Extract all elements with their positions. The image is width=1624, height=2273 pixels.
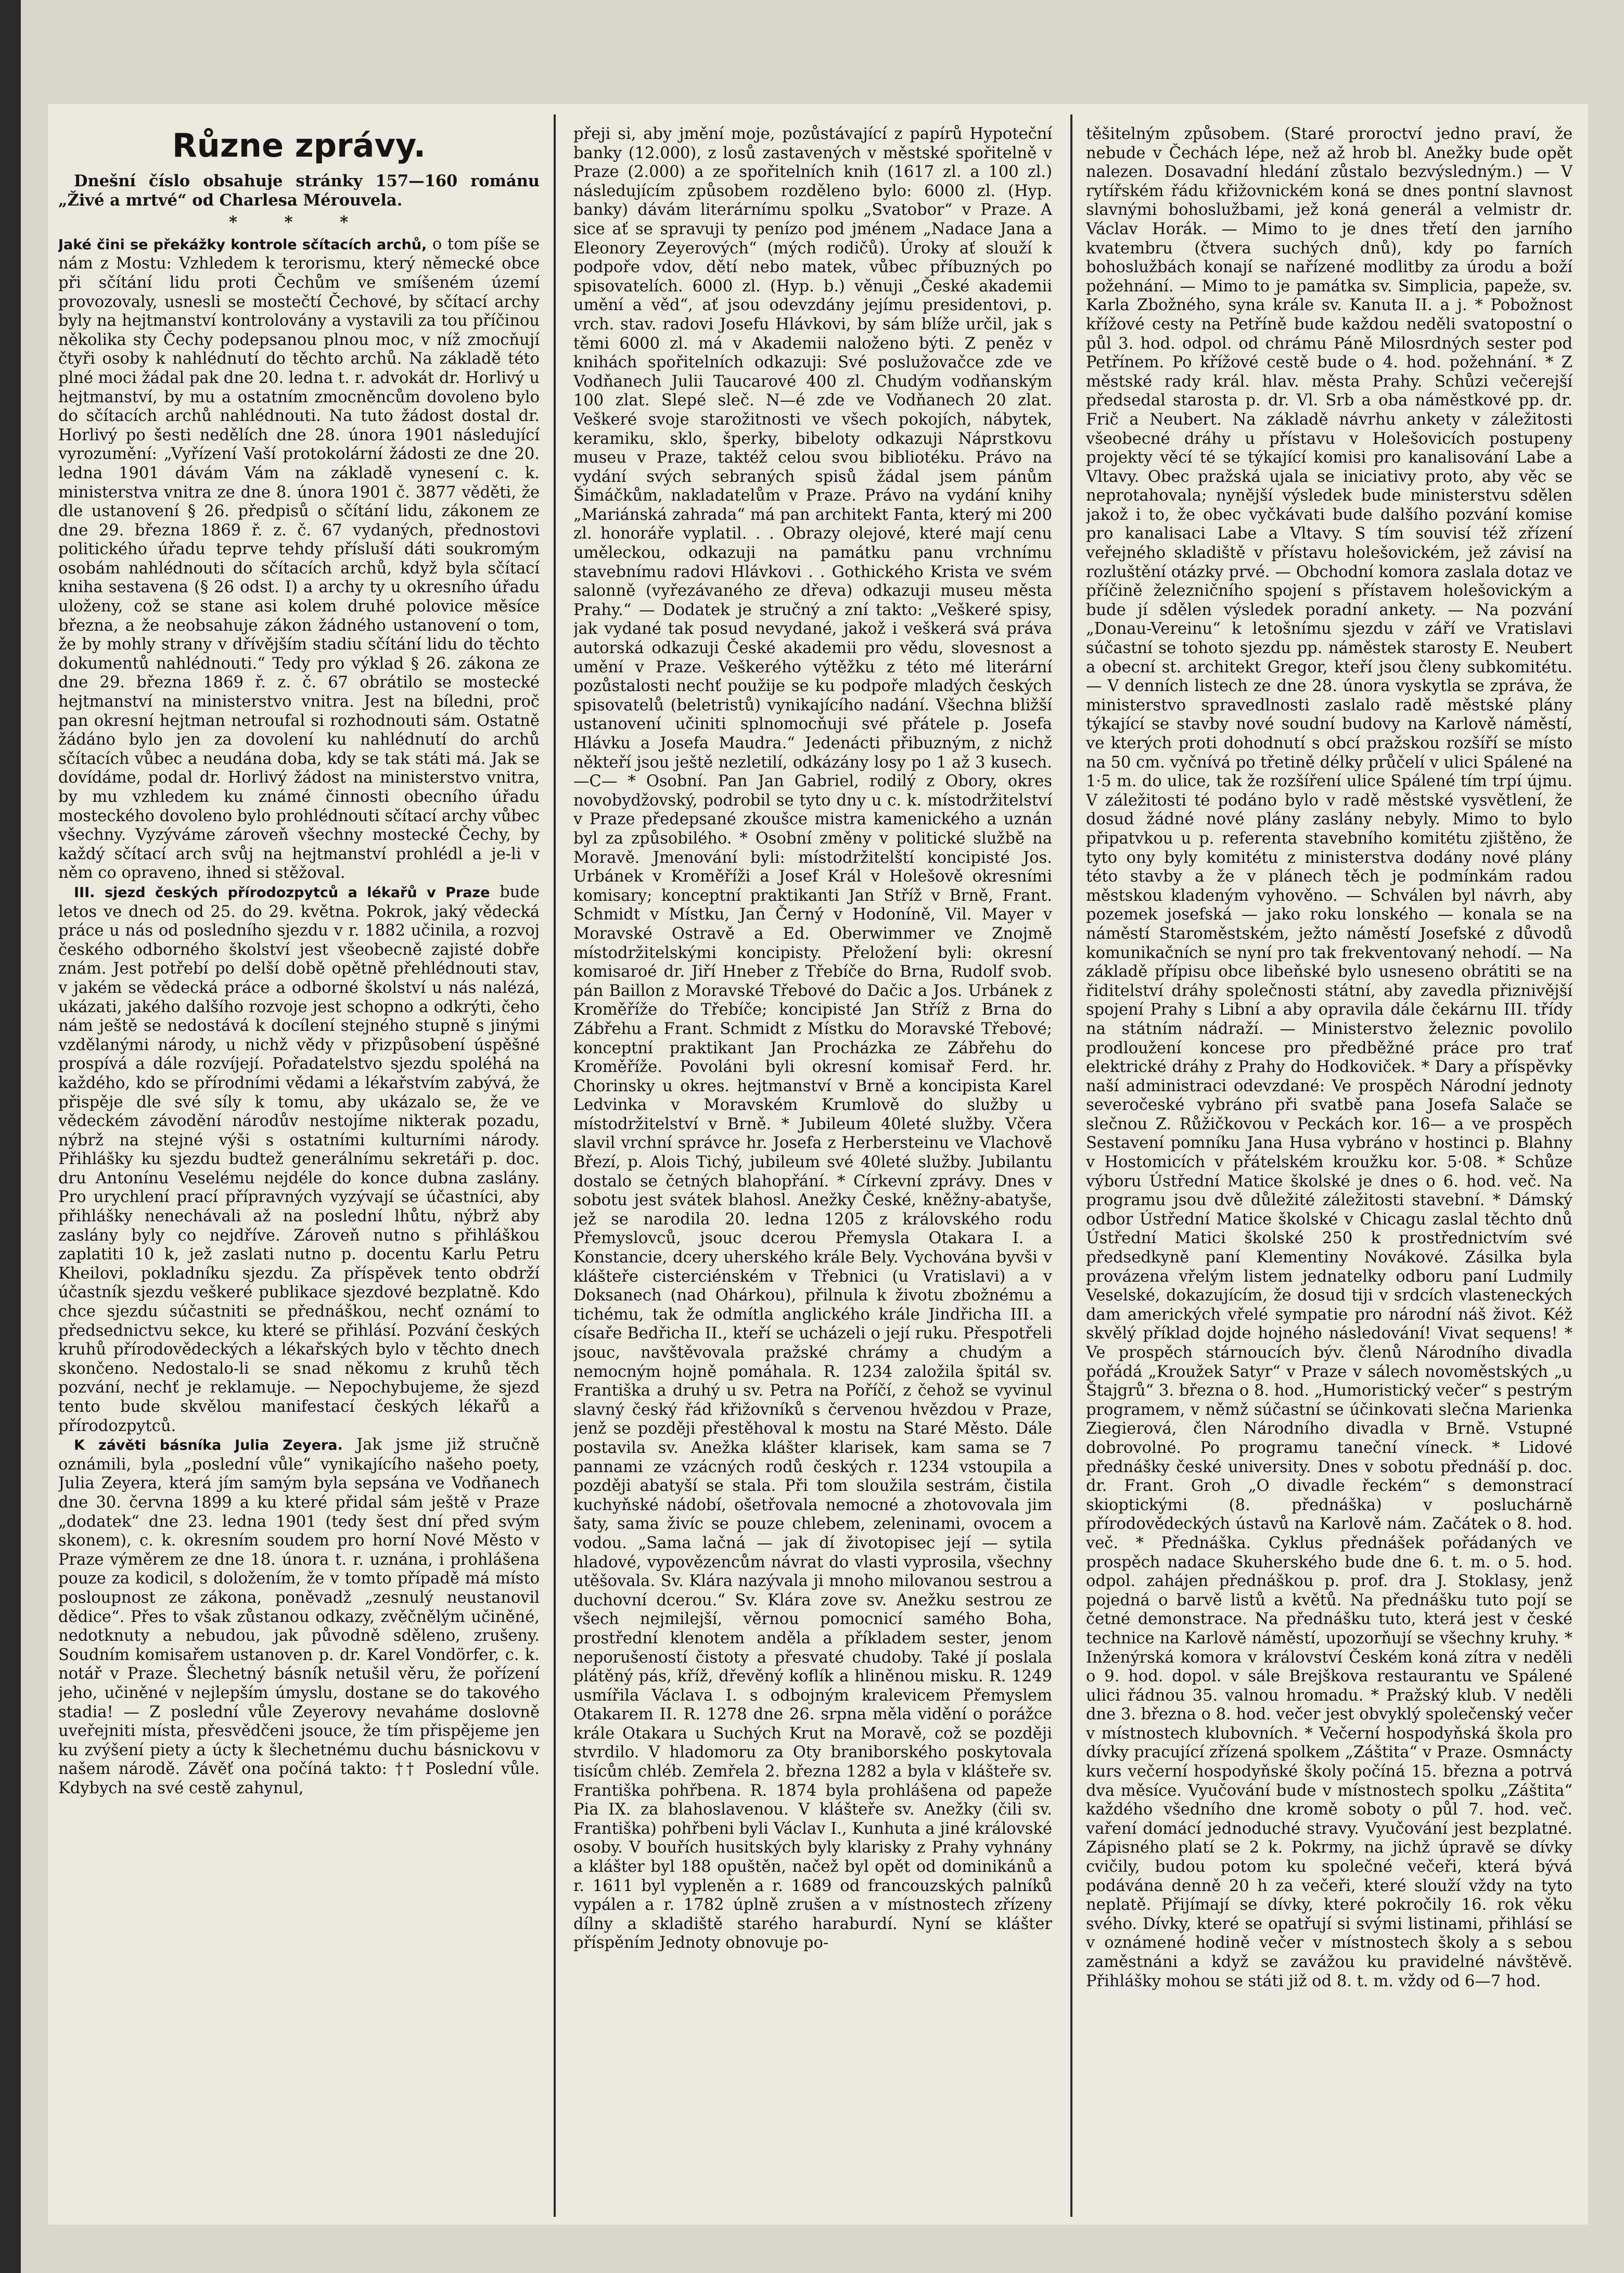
column-rule	[1070, 114, 1072, 2217]
article	[58, 1436, 540, 1798]
article	[58, 235, 540, 883]
column-3	[1086, 125, 1572, 2209]
scan-edge	[0, 0, 21, 2273]
section-title: Různe zprávy.	[172, 126, 426, 164]
column-2	[573, 125, 1052, 2209]
article	[58, 883, 540, 1436]
article-heading: K závěti básníka Julia Zeyera.	[74, 1437, 343, 1454]
newspaper-page	[48, 104, 1588, 2225]
article-heading: III. sjezd českých přírodozpytců a lékařů v Praze	[74, 884, 490, 901]
column-text: přeji si, aby jmění moje, pozůstávající z papírů Hypoteční banky (12.000), z losů zastavených v městské spořitelně v Praze (2.000) a ze spořitelních knih (1617 zl. a 100 zl.) následujícím způsobem rozděleno bylo: 6000 zl. (Hyp. banky) dávám literárnímu spolku „Svatobor“ v Praze. A sice ať se spravuji ty penízo pod jménem „Nadace Jana a Eleonory Zeyerových“ (mých rodičů). Úroky ať slouží k podpoře vdov, dětí nebo matek, vůbec příbuzných po spisovatelích. 6000 zl. (Hyp. b.) věnuji „České akademii umění a věd“, ať jsou odevzdány jejímu presidentovi, p. vrch. stav. radovi Josefu Hlávkovi, by sám blíže určil, jak s těmi 6000 zl. má v Akademii naloženo býti. Z peněz v knihách spořitelních odkazuji: Své poslužovačce zde ve Vodňanech Julii Taucarové 400 zl. Chudým vodňanským 100 zlat. Slepé sleč. N—é zde ve Vodňanech 20 zlat. Veškeré svoje starožitnosti ve všech pokojích, nábytek, keramiku, sklo, šperky, bibeloty odkazuji Náprstkovu museu v Praze, taktéž celou svou bibliotéku. Právo na vydání svých sebraných spisů žádal jsem pánům Šimáčkům, nakladatelům v Praze. Právo na vydání knihy „Mariánská zahrada“ má pan architekt Fanta, který mi 200 zl. honoráře vyplatil. . . Obrazy olejové, které mají cenu uměleckou, odkazuji na památku panu vrchnímu stavebnímu radovi Hlávkovi . . Gothického Krista ve svém salonně (vyřezávaného ze dřeva) odkazuji museu města Prahy.“ — Dodatek je stručný a zní takto: „Veškeré spisy, jak vydané tak posud nevydané, jakož i veškerá svá práva autorská odkazuji České akademii pro vědu, slovesnost a umění v Praze. Veškerého výtěžku z této mé literární pozůstalosti nechť použije se ku podpoře mladých českých spisovatelů (beletristů) vynikajícího nadání. Všechna bližší ustanovení učiniti splnomocňuji své přátele p. Josefa Hlávku a Josefa Maudra.“ Jedenácti přibuzným, z nichž někteří jsou ještě nezletilí, odkázány losy po 1 až 3 kusech. —C— * Osobní. Pan Jan Gabriel, rodilý z Obory, okres novobydžovský, podrobil se tyto dny u c. k. místodržitelství v Praze předepsané zkoušce mistra kamenického a uznán byl za způsobilého. * Osobní změny v politické službě na Moravě. Jmenování byli: místodržitelští koncipisté Jos. Urbánek v Kroměříži a Josef Král v Holešově okresními komisary; konceptní praktikanti Jan Stříž v Brně, Frant. Schmidt v Místku, Jan Černý v Hodoníně, Vil. Mayer v Moravské Ostravě a Ed. Oberwimmer ve Znojmě místodržitelskými koncipisty. Přeložení byli: okresní komisaroé dr. Jiří Hneber z Třebíče do Brna, Rudolf svob. pán Baillon z Moravské Třebové do Dačic a Jos. Urbánek z Kroměříže do Třebíče; koncipisté Jan Stříž z Brna do Zábřehu a Frant. Schmidt z Místku do Moravské Třebové; konceptní praktikant Jan Procházka ze Zábřehu do Kroměříže. Povoláni byli okresní komisař Ferd. hr. Chorinsky u okres. hejtmanství v Brně a koncipista Karel Ledvinka v Moravském Krumlově do služby u místodržitelství v Brně. * Jubileum 40leté služby. Včera slavil vrchní správce hr. Josefa z Herbersteinu ve Vlachově Březí, p. Alois Tichý, jubileum své 40leté služby. Jubilantu dostalo se četných blahopřání. * Církevní zprávy. Dnes v sobotu jest svátek blahosl. Anežky České, kněžny-abatyše, jež se narodila 20. ledna 1205 z královského rodu Přemyslovců, jsouc dcerou Přemysla Otakara I. a Konstancie, dcery uherského krále Bely. Vychována byvši v klášteře cisterciénském v Třebnici (u Vratislavi) a v Doksanech (nad Ohárkou), přilnula k životu zbožnému a tichému, tak že odmítla anglického krále Jindřicha III. a císaře Bedřicha II., kteří se ucházeli o její ruku. Přespotřeli jsouc, navštěvovala pražské chrámy a chudým a nemocným hojně pomáhala. R. 1234 založila špitál sv. Františka a druhý u sv. Petra na Poříčí, z čehož se vyvinul slavný český řád křižovníků s červenou hvězdou v Praze, jenž se později přestěhoval k mostu na Staré Město. Dále postavila sv. Anežka klášter klarisek, kam sama se 7 pannami ze vzácných rodů českých r. 1234 vstoupila a později abatyší se stala. Při tom sloužila sestrám, čistila kuchyňské nádobí, ošetřovala nemocné a zhotovovala jim šaty, sama živíc se pouze chlebem, zeleninami, ovocem a vodou. „Sama lačná — jak dí životopisec její — sytila hladové, vypovězencům návrat do vlasti vyprosila, všechny utěšovala. Sv. Klára nazývala ji mnoho milovanou sestrou a duchovní dcerou.“ Sv. Klára zove sv. Anežku sestrou ze všech nejmilejší, věrnou pomocnicí samého Boha, prostřední klenotem anděla a příkladem sester, jenom neporušeností čistoty a přesvaté chudoby. Také jí poslala plátěný pás, kříž, dřevěný koflík a hliněnou misku. R. 1249 usmířila Václava I. s odbojným kralevicem Přemyslem Otakarem II. R. 1278 dne 26. srpna měla vidění o porážce krále Otakara u Suchých Krut na Moravě, což se později stvrdilo. V hladomoru za Oty braniborského poskytovala tisícům chléb. Zemřela 2. března 1282 a byla v klášteře sv. Františka pohřbena. R. 1874 byla prohlášena od papeže Pia IX. za blahoslavenou. V klášteře sv. Anežky (čili sv. Františka) pohřbeni byli Václav I., Kunhuta a jiné královské osoby. V bouřích husitských byly klarisky z Prahy vyhnány a klášter byl 188 opuštěn, načež byl opět od dominikánů a r. 1611 byl vypleněn a r. 1689 od francouzských palníků vypálen a r. 1782 úplně zrušen a v místnostech zřízeny dílny a skladiště starého haraburdí. Nyní se klášter příspěním Jednoty obnovuje po-	[573, 125, 1052, 1952]
article-body: o tom píše se nám z Mostu: Vzhledem k terorismu, který německé obce při sčítání lidu proti Čechům ve smíšeném území provozovaly, usnesli se mostečtí Čechové, by sčítací archy byly na hejtmanství kontrolovány a vystavili za tou příčinou několika sty Čechy podepsanou plnou moc, v níž zmocňují čtyři osoby k nahlédnutí do těchto archů. Na základě této plné moci žádal pak dne 20. ledna t. r. advokát dr. Horlivý u hejtmanství, by mu a ostatním zmocněncům dovoleno bylo do sčítacích archů nahlédnouti. Na tuto žádost dostal dr. Horlivý po šesti nedělích dne 28. února 1901 následující vyrozumění: „Vyřízení Vaší protokolární žádosti ze dne 20. ledna 1901 dávám Vám na základě vynesení c. k. ministerstva vnitra ze dne 8. února 1901 č. 3877 věděti, že dle ustanovení § 26. předpisů o sčítání lidu, zákonem ze dne 29. března 1869 ř. z. č. 67 vydaných, přednostovi politického úřadu teprve tehdy přísluší dáti soukromým osobám nahlédnouti do sčítacích archů, když byla sčítací kniha sestavena (§ 26 odst. I) a archy ty u okresního úřadu uloženy, což se stane asi kolem druhé polovice měsíce března, a že neobsahuje zákon žádného ustanovení o tom, že by mohly strany v dřívějším stadiu sčítání lidu do těchto dokumentů nahlédnouti.“ Tedy pro výklad § 26. zákona ze dne 29. března 1869 ř. z. č. 67 obrátilo se mostecké hejtmanství na ministerstvo vnitra. Jest na bíledni, proč pan okresní hejtman netroufal si rozhodnouti sám. Ostatně žádáno bylo jen za dovolení ku nahlédnutí do archů sčítacích vůbec a neudána doba, kdy se tak státi má. Jak se dovídáme, podal dr. Horlivý žádost na ministerstvo vnitra, by mu vzhledem ku známé činnosti obecního úřadu mosteckého dovoleno bylo prohlédnouti sčítací archy vůbec všechny. Vyzýváme zároveň všechny mostecké Čechy, by každý sčítací arch svůj na hejtmanství prohlédl a je-li v něm co opraveno, ihned si stěžoval.	[58, 235, 540, 883]
column-text: těšitelným způsobem. (Staré proroctví jedno praví, že nebude v Čechách lépe, než až hrob bl. Anežky bude opět nalezen. Dosavadní hledání zůstalo bezvýsledným.) — V rytířském řádu křižovnickém koná se dnes pontní slavnost slavnými bohoslužbami, jež koná generál a velmistr dr. Václav Horák. — Mimo to je dnes třetí den jarního kvatembru (čtvera suchých dnů), kdy po farních bohoslužbách konají se nařízené modlitby za úrodu a boží požehnání. — Mimo to je památka sv. Simplicia, papeže, sv. Karla Zbožného, syna krále sv. Kanuta II. a j. * Pobožnost křížové cesty na Petříně bude každou neděli svatopostní o půl 3. hod. odpol. od chrámu Páně Milosrdných sester pod Petřínem. Po křížové cestě bude o 4. hod. požehnání. * Z městské rady král. hlav. města Prahy. Schůzi večerejší předsedal starosta p. dr. Vl. Srb a oba náměstkové pp. dr. Frič a Neubert. Na základě návrhu ankety v záležitosti všeobecné dráhy u přístavu v Holešovicích postupeny projekty věcí té se týkající komisi pro kanalisování Labe a Vltavy. Obec pražská ujala se iniciativy proto, aby věc se neprotahovala; nynější výsledek bude ministerstvu sdělen jakož i to, že obec vyčkávati bude dalšího pozvání komise pro kanalisaci Labe a Vltavy. S tím souvisí též zřízení veřejného skladiště v přístavu holešovickém, jež závisí na rozluštění otázky prvé. — Obchodní komora zaslala dotaz ve příčině železničního spojení s přístavem holešovickým a bude jí sdělen výsledek poradní ankety. — Na pozvání „Donau-Vereinu“ k letošnímu sjezdu v září ve Vratislavi súčastní se tohoto sjezdu pp. náměstek starosty E. Neubert a obecní st. architekt Gregor, kteří jsou členy subkomitétu. — V denních listech ze dne 28. února vyskytla se zpráva, že ministerstvo spravedlnosti zaslalo radě městské plány týkající se stavby nové soudní budovy na Karlově náměstí, ve kterých proti dohodnutí s obcí pražskou rozšíří se místo na 50 cm. vyčnívá po třetině délky průčelí v ulici Spálené na 1·5 m. do ulice, tak že rozšíření ulice Spálené tím trpí újmu. V záležitosti té podáno bylo v radě městské vysvětlení, že dosud žádné nové plány zaslány nebyly. Mimo to bylo připatvkou u p. referenta stavebního komitétu zjištěno, že tyto ony byly komitétu z ministerstva dodány nové plány této stavby a že v plánech těch je podmínkám radou městskou kladeným vyhověno. — Schválen byl návrh, aby pozemek josefská — jako roku lonského — konala se na náměstí Staroměstském, ježto náměstí Josefské z důvodů komunikačních se nyní pro tak frekventovaný nehodí. — Na základě přípisu obce libeňské bylo usneseno obrátiti se na řiditelství dráhy společnosti státní, aby zavedla přiznivější spojení Prahy s Libní a aby opravila dále čekárnu III. třídy na státním nádraží. — Ministerstvo železnic povolilo prodloužení koncese pro předběžné práce pro trať elektrické dráhy z Prahy do Hodkoviček. * Dary a příspěvky naší administraci odevzdané: Ve prospěch Národní jednoty severočeské vybráno při svatbě pana Josefa Salače se slečnou Z. Růžičkovou v Peckách kor. 16— a ve prospěch Sestavení pomníku Jana Husa vybráno v hostinci p. Blahny v Hostomicích v přátelském kroužku kor. 5·08. * Schůze výboru Ústřední Matice školské je dnes o 6. hod. več. Na programu jsou dvě důležité záležitosti stavební. * Dámský odbor Ústřední Matice školské v Chicagu zaslal těchto dnů Ústřední Matici školské 250 k prostřednictvím své předsedkyně paní Klementiny Novákové. Zásilka byla provázena vřelým listem jednatelky odboru paní Ludmily Veselské, dokazujícím, že dosud tiji v srdcích vlasteneckých dam amerických vřelé sympatie pro národní náš život. Kéž skvělý příklad dojde hojného následování! Vivat sequens! * Ve prospěch stárnoucích býv. členů Národního divadla pořádá „Kroužek Satyr“ v Praze v sálech novoměstských „u Štajgrů“ 3. března o 8. hod. „Humoristický večer“ s pestrým programem, v němž súčastní se účinkovati slečna Marienka Ziegierová, člen Národního divadla v Brně. Vstupné dobrovolné. Po programu taneční víneck. * Lidové přednášky české university. Dnes v sobotu přednáší p. doc. dr. Frant. Groh „O divadle řeckém“ s demonstrací skioptickými (8. přednáška) v posluchárně přírodovědeckých ústavů na Karlově nám. Začátek o 8. hod. več. * Přednáška. Cyklus přednášek pořádaných ve prospěch nadace Skuherského bude dne 6. t. m. o 5. hod. odpol. zahájen přednáškou p. prof. dra J. Stoklasy, jenž pojedná o barvě listů a květů. Na přednášku tuto pojí se četné demonstrace. Na přednášku tuto, která jest v české technice na Karlově náměstí, upozorňují se všechny kruhy. * Inženýrská komora v království Českém koná zítra v neděli o 9. hod. dopol. v sále Brejškova restaurantu ve Spálené ulici řádnou 35. valnou hromadu. * Pražský klub. V neděli dne 3. března o 8. hod. večer jest obvyklý společenský večer v místnostech klubovních. * Večerní hospodyňská škola pro dívky pracující zřízená spolkem „Záštita“ v Praze. Osmnácty kurs večerní hospodyňské školy počíná 15. března a potrvá dva měsíce. Vyučování bude v místnostech spolku „Záštita“ každého všedního dne kromě soboty o půl 7. hod. več. vaření domácí jednoduché stravy. Vyučování jest bezplatné. Zápisného platí se 2 k. Pokrmy, na jichž úpravě se dívky cvičily, budou potom ku společné večeři, která bývá podávána denně 20 h za večeři, které slouží vždy na tyto neplatě. Přijímají se dívky, které pokročily 16. rok věku svého. Dívky, které se opatřují si svými listinami, přihlásí se v oznámené hodině večer v místnostech školy a s sebou zaměstnáni a když se zavážou ku pravidelné návštěvě. Přihlášky mohou se státi již od 8. t. m. vždy od 6—7 hod.	[1086, 125, 1572, 1990]
column-1	[58, 125, 540, 2209]
column-rule	[554, 114, 556, 2217]
article-body: bude letos ve dnech od 25. do 29. května. Pokrok, jaký vědecká práce u nás od posledního sjezdu v r. 1882 učinila, a rozvoj českého odborného školství jest všeobecně zajisté dobře znám. Jest potřebí po delší době opětně přehlédnouti stav, v jakém se vědecká práce a odborné školství u nás nalézá, ukázati, jakého dalšího rozvoje jest schopno a odkrýti, čeho nám ještě se nedostává k docílení stejného stupně s jinými vzdělanými národy, u nichž vědy v přizpůsobení úspěšné prospívá a dále rozvíjejí. Pořadatelstvo sjezdu spoléhá na každého, kdo se přírodními vědami a lékařstvím zabývá, že přispěje dle své síly k tomu, aby ukázalo se, že ve vědeckém závodění národův nestojíme nikterak pozadu, nýbrž na stejné výši s ostatními kulturními národy. Přihlášky ku sjezdu budtež generálnímu sekretáři p. doc. dru Antonínu Veselému nejdéle do konce dubna zaslány. Pro urychlení prací přípravných vyzývají se účastníci, aby přihlášky nenechávali až na poslední lhůtu, nýbrž aby zaslány byly co nejdříve. Zároveň nutno s přihláškou zaplatiti 10 k, jež zaslati nutno p. docentu Karlu Petru Kheilovi, pokladníku sjezdu. Za příspěvek tento obdrží účastník sjezdu veškeré publikace sjezdové bezplatně. Kdo chce sjezdu súčastniti se přednáškou, nechť oznámí to předsednictvu sekce, ku které se přihlásí. Pozvání českých kruhů přírodovědeckých a lékařských bylo v těchto dnech skončeno. Nedostalo-li se snad někomu z kruhů těch pozvání, nechť je reklamuje. — Nepochybujeme, že sjezd tento bude skvělou manifestací českých lékařů a přírodozpytců.	[58, 883, 540, 1435]
article-heading: Jaké čini se překážky kontrole sčítacích archů,	[58, 236, 427, 253]
lead-notice: Dnešní číslo obsahuje stránky 157—160 románu „Živé a mrtvé“ od Charlesa Mérouvela.	[58, 172, 540, 210]
article-body: Jak jsme již stručně oznámili, byla „poslední vůle“ vynikajícího našeho poety, Julia Zeyera, která jím samým byla sepsána ve Vodňanech dne 30. června 1899 a ku které přidal sám ještě v Praze „dodatek“ dne 23. ledna 1901 (tedy šest dní před svým skonem), c. k. okresním soudem pro horní Nové Město v Praze výměrem ze dne 18. února t. r. uznána, i prohlášena pouze za kodicil, s doložením, že v tomto případě má místo posloupnost ze zákona, poněvadž „zesnulý neustanovil dědice“. Přes to však zůstanou odkazy, zvěčnělým učiněné, nedotknuty a nebudou, jak původně sděleno, zrušeny. Soudním komisařem ustanoven p. dr. Karel Vondörfer, c. k. notář v Praze. Šlechetný básník netušil věru, že pořízení jeho, učiněné v nejlepším úmyslu, dostane se do takového stadia! — Z poslední vůle Zeyerovy nevaháme doslovně uveřejniti místa, přesvědčeni jsouce, že tím přispějeme jen ku zvýšení piety a úcty k šlechetnému duchu básnickovu v našem národě. Závěť ona počíná takto: †† Poslední vůle. Kdybych na své cestě zahynul,	[58, 1436, 540, 1797]
separator-stars: * * *	[228, 213, 369, 232]
